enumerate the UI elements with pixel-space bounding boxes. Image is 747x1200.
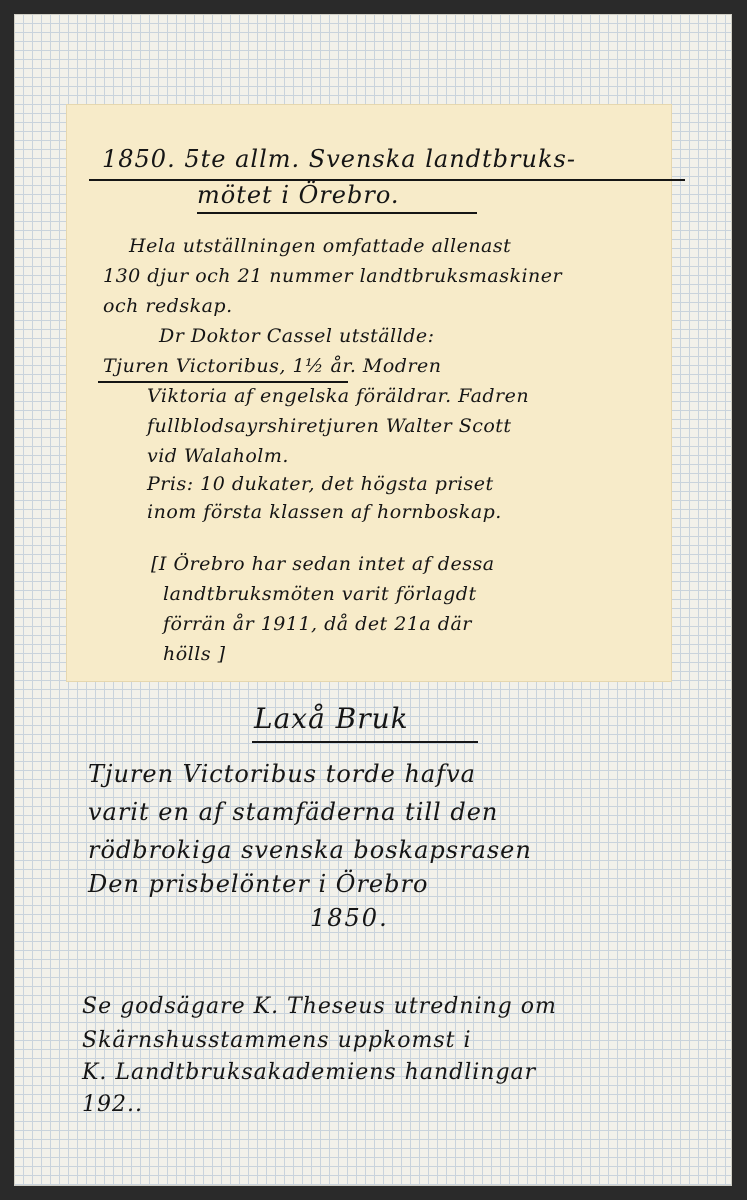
description-line: Viktoria af engelska föräldrar. Fadren xyxy=(147,385,530,407)
description-line: inom första klassen af hornboskap. xyxy=(147,501,502,523)
lower-heading: Laxå Bruk xyxy=(254,702,409,735)
reference-line: 192.. xyxy=(82,1092,143,1117)
description-line: Pris: 10 dukater, det högsta priset xyxy=(147,473,494,495)
note-line: förrän år 1911, då det 21a där xyxy=(163,613,472,635)
year: 1850. xyxy=(310,904,389,932)
description-line: vid Walaholm. xyxy=(147,445,289,467)
graph-paper-sheet xyxy=(14,14,732,1186)
newspaper-clipping xyxy=(67,105,671,681)
note-line: landtbruksmöten varit förlagdt xyxy=(163,583,477,605)
paragraph-line: Hela utställningen omfattade allenast xyxy=(129,235,512,257)
body-line: Tjuren Victoribus torde hafva xyxy=(88,760,476,788)
exhibitor-line: Dr Doktor Cassel utställde: xyxy=(159,325,435,347)
bull-line: Tjuren Victoribus, 1½ år. Modren xyxy=(103,355,442,377)
bull-name-underline xyxy=(98,381,348,383)
description-line: fullblodsayrshiretjuren Walter Scott xyxy=(147,415,512,437)
note-line: hölls ] xyxy=(163,643,226,665)
reference-line: K. Landtbruksakademiens handlingar xyxy=(82,1060,537,1085)
paragraph-line: och redskap. xyxy=(103,295,233,317)
clipping-title-line-1: 1850. 5te allm. Svenska landtbruks- xyxy=(102,145,576,173)
clipping-title-line-2: mötet i Örebro. xyxy=(197,181,400,209)
lower-heading-underline xyxy=(252,741,478,743)
body-line: Den prisbelönter i Örebro xyxy=(88,870,429,898)
reference-line: Skärnshusstammens uppkomst i xyxy=(82,1028,472,1053)
reference-line: Se godsägare K. Theseus utredning om xyxy=(82,994,557,1019)
title-underline-2 xyxy=(197,212,477,214)
paragraph-line: 130 djur och 21 nummer landtbruksmaskiner xyxy=(103,265,563,287)
body-line: rödbrokiga svenska boskapsrasen xyxy=(88,836,532,864)
note-line: [I Örebro har sedan intet af dessa xyxy=(151,553,495,575)
body-line: varit en af stamfäderna till den xyxy=(88,798,499,826)
